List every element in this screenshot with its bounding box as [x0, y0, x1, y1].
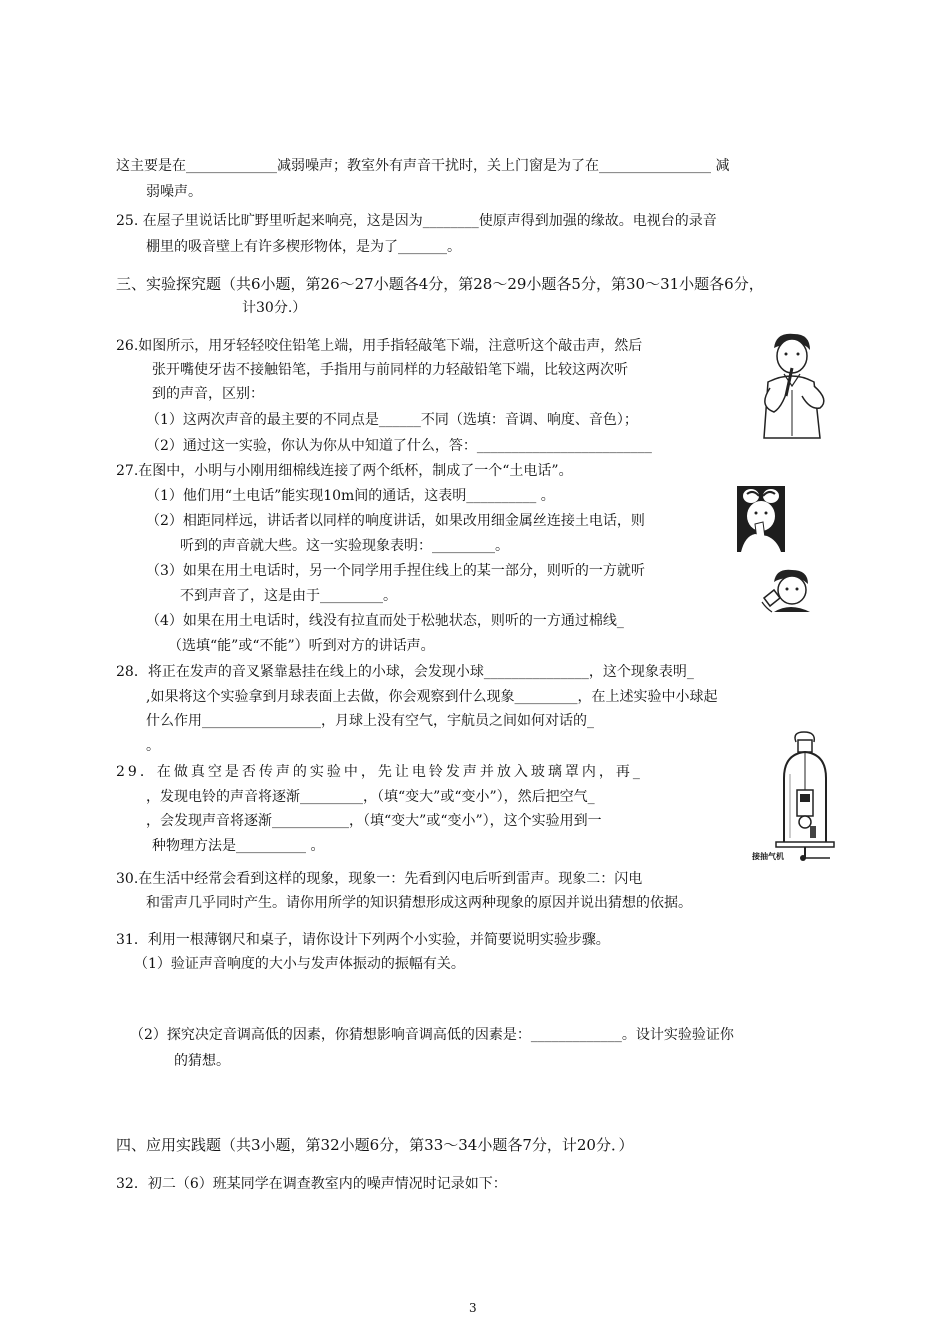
- text-line: ，发现电铃的声音将逐渐_________，（填“变大”或“变小”），然后把空气_: [146, 789, 595, 805]
- question-32: 32．初二（6）班某同学在调查教室内的噪声情况时记录如下：: [116, 1176, 507, 1192]
- text-line: 的猜想。: [174, 1053, 230, 1069]
- bell-jar-figure: [752, 730, 840, 868]
- pencil-boy-figure: [748, 330, 838, 440]
- page-number: 3: [469, 1301, 477, 1315]
- text-line: 什么作用_________________，月球上没有空气，宇航员之间如何对话的_: [146, 713, 594, 729]
- section-heading-3: 三、实验探究题（共6小题，第26～27小题各4分，第28～29小题各5分，第30～31小题各6分，: [116, 275, 764, 293]
- question-27: 27.在图中，小明与小刚用细棉线连接了两个纸杯，制成了一个“土电话”。: [116, 463, 573, 479]
- question-30: 30.在生活中经常会看到这样的现象，现象一：先看到闪电后听到雷声。现象二：闪电: [116, 871, 643, 887]
- text-line: 听到的声音就大些。这一实验现象表明：_________。: [180, 538, 509, 554]
- text-line: （3）如果在用土电话时，另一个同学用手捏住线上的某一部分，则听的一方就听: [146, 563, 645, 579]
- question-26: 26.如图所示，用牙轻轻咬住铅笔上端，用手指轻敲笔下端，注意听这个敲击声，然后: [116, 338, 643, 354]
- string-phone-listener-figure: [760, 568, 818, 614]
- question-31: 31．利用一根薄钢尺和桌子，请你设计下列两个小实验，并简要说明实验步骤。: [116, 932, 610, 948]
- text-line: 弱噪声。: [146, 184, 202, 200]
- text-line: （选填“能”或“不能”）听到对方的讲话声。: [168, 638, 435, 654]
- question-28: 28．将正在发声的音叉紧靠悬挂在线上的小球，会发现小球_______________，这个现象表明_: [116, 664, 694, 680]
- text-line: 这主要是在_____________减弱噪声；教室外有声音干扰时，关上门窗是为了在________________ 减: [116, 158, 730, 174]
- text-line: ,如果将这个实验拿到月球表面上去做，你会观察到什么现象_________，在上述实验中小球起: [146, 689, 718, 705]
- text-line: 。: [146, 738, 160, 754]
- text-line: 到的声音，区别：: [152, 386, 264, 402]
- text-line: （2）探究决定音调高低的因素，你猜想影响音调高低的因素是：_____________。设计实验验证你: [130, 1027, 734, 1043]
- question-25: 25. 在屋子里说话比旷野里听起来响亮，这是因为________使原声得到加强的缘故。电视台的录音: [116, 213, 717, 229]
- text-line: 种物理方法是__________ 。: [152, 838, 325, 854]
- text-line: （4）如果在用土电话时，线没有拉直而处于松驰状态，则听的一方通过棉线_: [146, 613, 624, 629]
- string-phone-speaker-figure: [737, 486, 785, 552]
- pump-label: 接抽气机: [752, 852, 784, 861]
- text-line: 棚里的吸音壁上有许多楔形物体，是为了_______。: [146, 239, 461, 255]
- text-line: 和雷声几乎同时产生。请你用所学的知识猜想形成这两种现象的原因并说出猜想的依据。: [146, 895, 692, 911]
- text-line: 计30分.）: [242, 300, 307, 316]
- text-line: （1）验证声音响度的大小与发声体振动的振幅有关。: [134, 956, 465, 972]
- text-line: （1）这两次声音的最主要的不同点是______不同（选填：音调、响度、音色）；: [146, 412, 638, 428]
- text-line: 张开嘴使牙齿不接触铅笔，手指用与前同样的力轻敲铅笔下端，比较这两次听: [152, 362, 628, 378]
- text-line: （1）他们用“土电话”能实现10m间的通话，这表明__________ 。: [146, 488, 555, 504]
- text-line: ，会发现声音将逐渐___________，（填“变大”或“变小”），这个实验用到一: [146, 813, 602, 829]
- question-29: 29．在做真空是否传声的实验中，先让电铃发声并放入玻璃罩内，再_: [116, 764, 643, 780]
- text-line: （2）通过这一实验，你认为你从中知道了什么，答：_________________________: [146, 438, 652, 454]
- text-line: （2）相距同样远，讲话者以同样的响度讲话，如果改用细金属丝连接土电话，则: [146, 513, 645, 529]
- section-heading-4: 四、应用实践题（共3小题，第32小题6分，第33～34小题各7分，计20分．）: [116, 1136, 634, 1154]
- text-line: 不到声音了，这是由于_________。: [180, 588, 397, 604]
